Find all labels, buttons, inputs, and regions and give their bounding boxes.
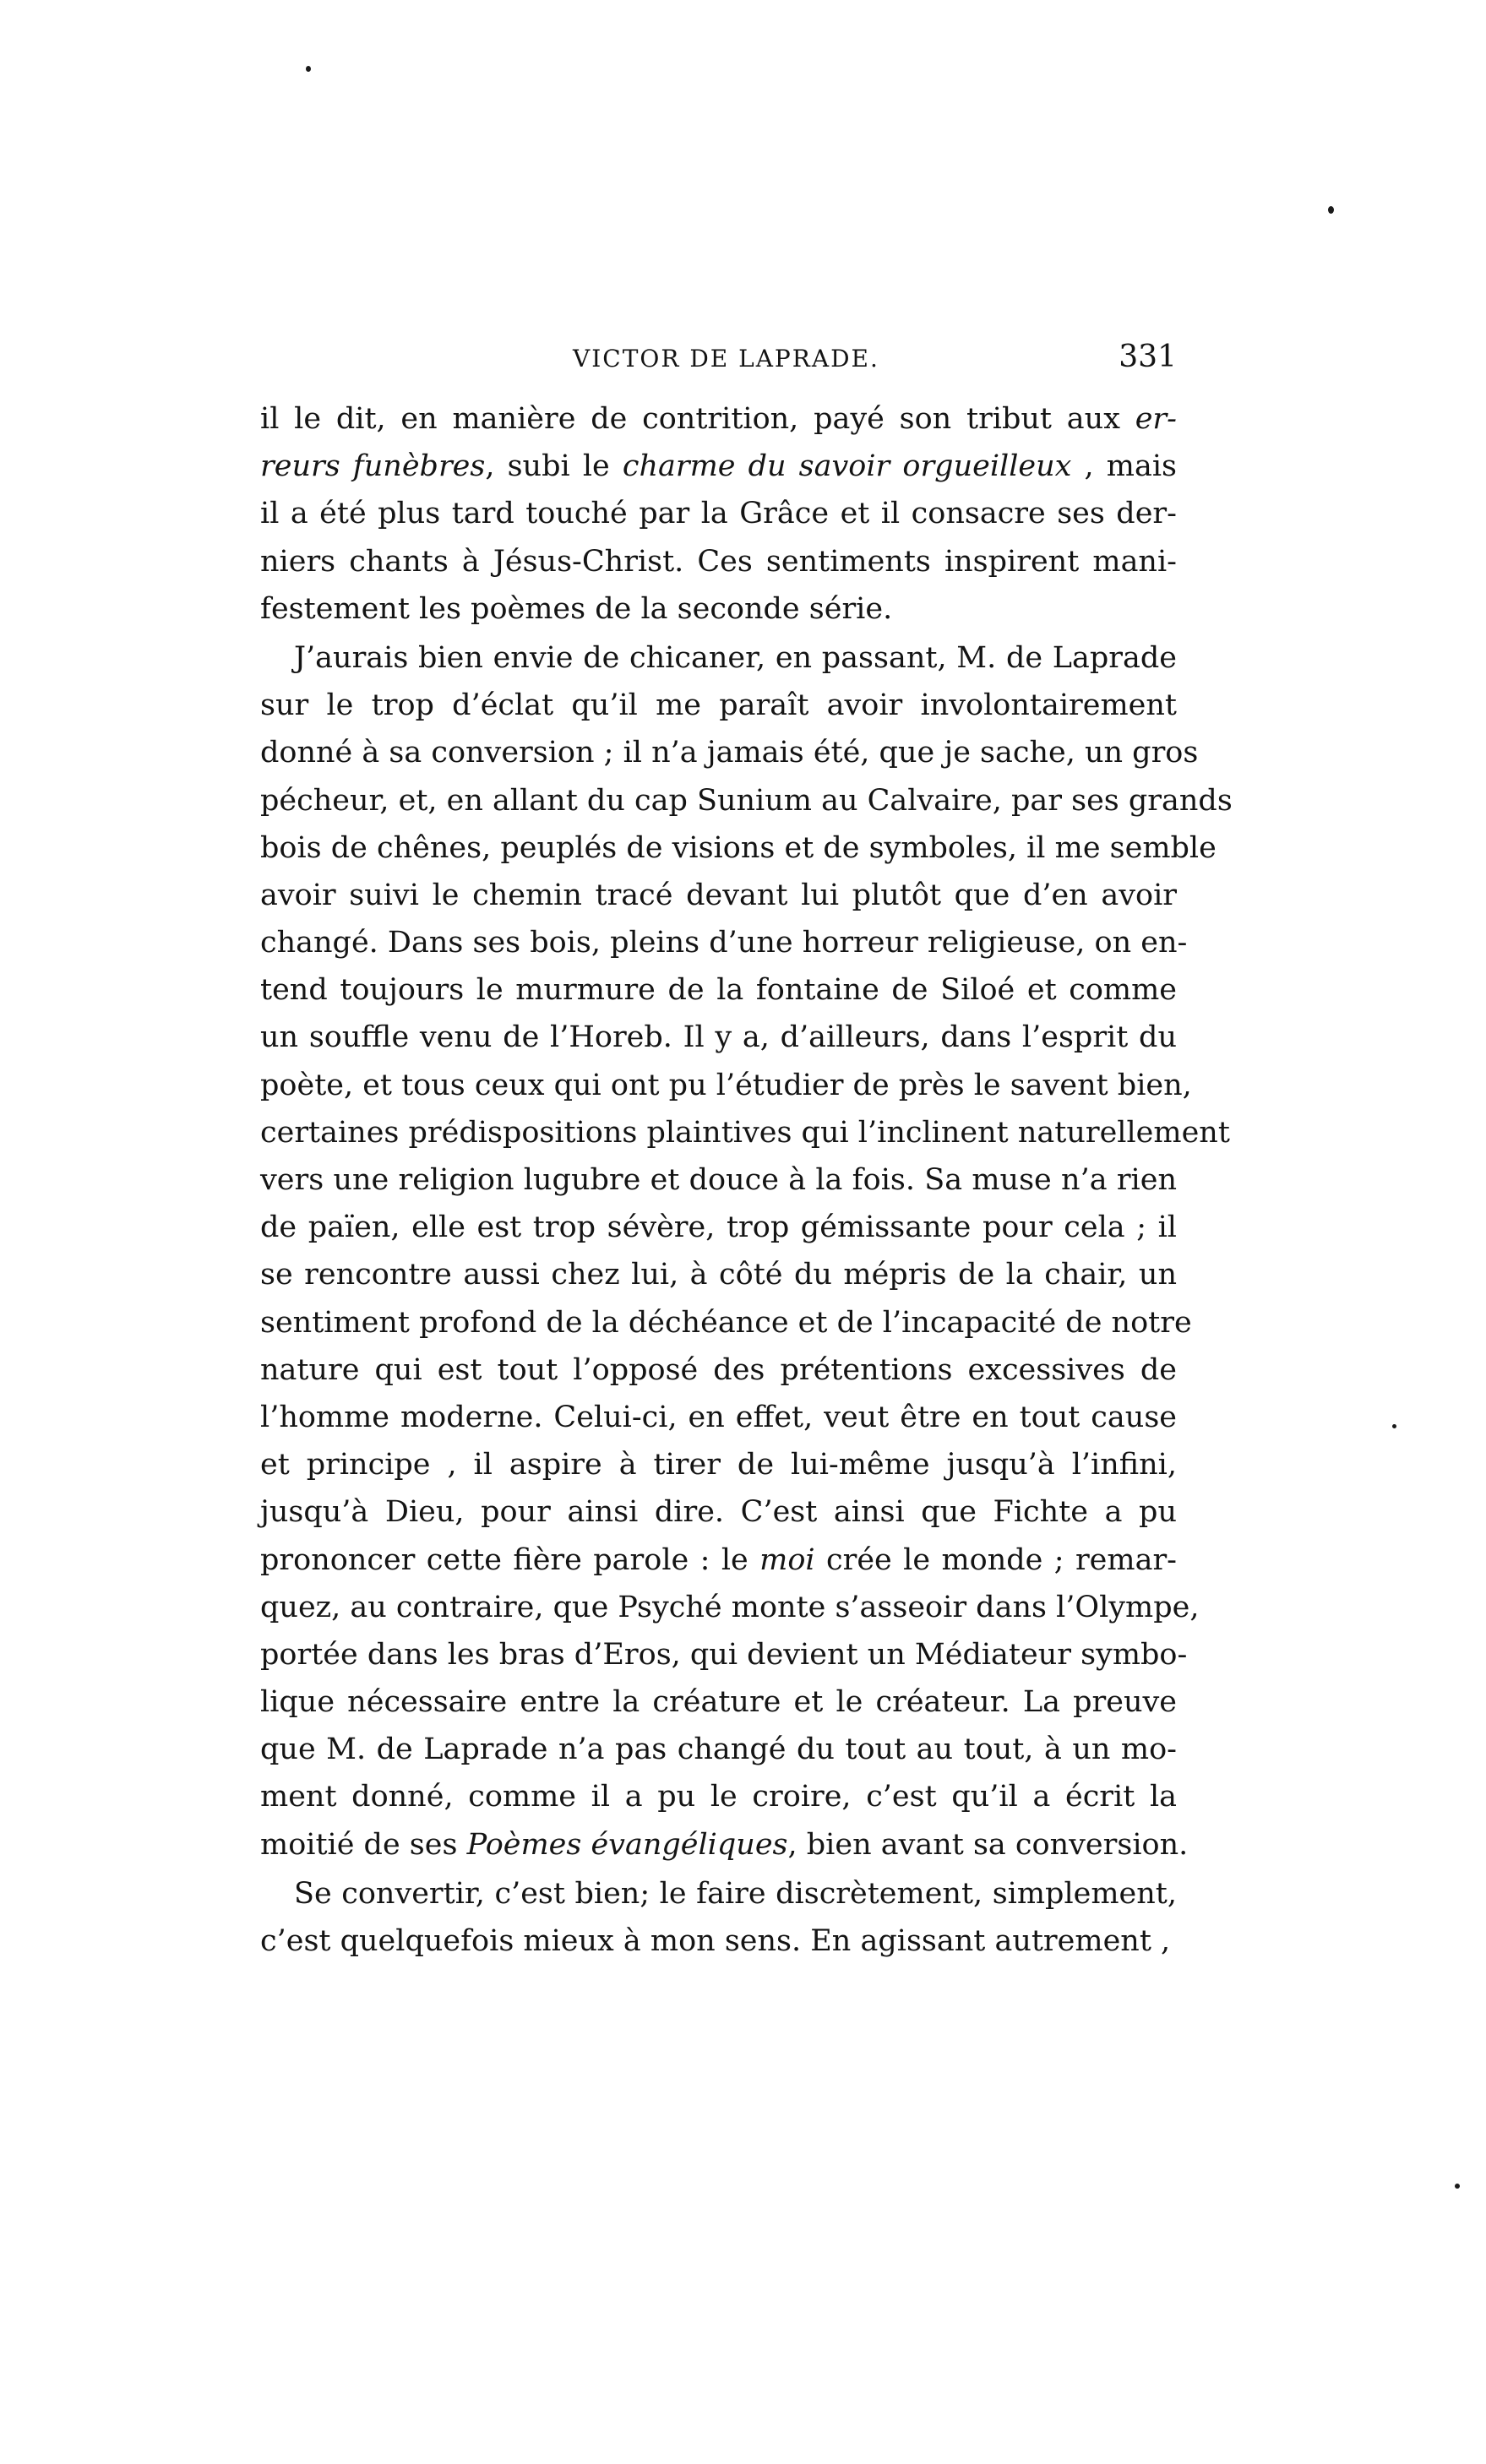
scan-speck — [1455, 2184, 1460, 2189]
text-line: se rencontre aussi chez lui, à côté du mépris de la chair, un — [260, 1258, 1177, 1292]
italic-text: er- — [1135, 402, 1177, 436]
italic-text: reurs funèbres — [260, 449, 486, 484]
text-line: lique nécessaire entre la créature et le créateur. La preuve — [260, 1685, 1177, 1720]
text-line: Se convertir, c’est bien; le faire discrètement, simplement, — [294, 1876, 1177, 1911]
text-line: l’homme moderne. Celui-ci, en effet, veut être en tout cause — [260, 1400, 1177, 1434]
scan-speck — [306, 66, 311, 72]
paragraph — [260, 1870, 1177, 1965]
text-line: prononcer cette fière parole : le moi crée le monde ; remar- — [260, 1542, 1178, 1577]
text-line: reurs funèbres, subi le charme du savoir orgueilleux , mais — [260, 449, 1177, 484]
text-line: moitié de ses Poèmes évangéliques, bien avant sa conversion. — [260, 1827, 1189, 1862]
text-line: sur le trop d’éclat qu’il me paraît avoir involontairement — [260, 688, 1177, 723]
text-line: que M. de Laprade n’a pas changé du tout au tout, à un mo- — [260, 1732, 1177, 1767]
italic-text: charme du savoir orgueilleux — [622, 449, 1072, 484]
running-title: VICTOR DE LAPRADE. — [573, 345, 879, 373]
running-header — [260, 336, 1177, 387]
text-line: changé. Dans ses bois, pleins d’une horreur religieuse, on en- — [260, 926, 1188, 960]
paragraph — [260, 634, 1233, 1868]
text-line: de païen, elle est trop sévère, trop gémissante pour cela ; il — [260, 1210, 1177, 1245]
text-line: bois de chênes, peuplés de visions et de symboles, il me semble — [260, 830, 1217, 865]
text-line: un souffle venu de l’Horeb. Il y a, d’ailleurs, dans l’esprit du — [260, 1020, 1177, 1055]
text-line: et principe , il aspire à tirer de lui-même jusqu’à l’infini, — [260, 1448, 1177, 1482]
italic-text: moi — [759, 1542, 815, 1577]
scan-speck — [1328, 206, 1334, 214]
text-line: festement les poèmes de la seconde série. — [260, 591, 893, 626]
text-line: certaines prédispositions plaintives qui l’inclinent naturellement — [260, 1115, 1230, 1150]
text-line: vers une religion lugubre et douce à la fois. Sa muse n’a rien — [260, 1163, 1177, 1197]
text-line: quez, au contraire, que Psyché monte s’asseoir dans l’Olympe, — [260, 1590, 1200, 1624]
text-line: nature qui est tout l’opposé des prétentions excessives de — [260, 1352, 1177, 1387]
text-line: il a été plus tard touché par la Grâce et il consacre ses der- — [260, 497, 1177, 531]
body-text — [260, 395, 1233, 1965]
text-line: poète, et tous ceux qui ont pu l’étudier de près le savent bien, — [260, 1068, 1192, 1102]
text-line: J’aurais bien envie de chicaner, en passant, M. de Laprade — [294, 640, 1177, 675]
text-line: pécheur, et, en allant du cap Sunium au Calvaire, par ses grands — [260, 783, 1233, 818]
text-line: jusqu’à Dieu, pour ainsi dire. C’est ainsi que Fichte a pu — [260, 1495, 1177, 1530]
text-line: portée dans les bras d’Eros, qui devient un Médiateur symbo- — [260, 1637, 1188, 1672]
paragraph — [260, 395, 1177, 633]
page-number: 331 — [1119, 340, 1177, 374]
text-line: ment donné, comme il a pu le croire, c’est qu’il a écrit la — [260, 1780, 1177, 1814]
text-line: il le dit, en manière de contrition, payé son tribut aux er- — [260, 402, 1177, 436]
italic-text: Poèmes évangéliques — [466, 1827, 788, 1862]
text-line: c’est quelquefois mieux à mon sens. En agissant autrement , — [260, 1924, 1171, 1958]
text-line: sentiment profond de la déchéance et de l’incapacité de notre — [260, 1305, 1192, 1340]
text-line: tend toujours le murmure de la fontaine de Siloé et comme — [260, 973, 1177, 1008]
text-line: donné à sa conversion ; il n’a jamais été, que je sache, un gros — [260, 736, 1199, 770]
text-line: niers chants à Jésus-Christ. Ces sentiments inspirent mani- — [260, 544, 1177, 579]
text-line: avoir suivi le chemin tracé devant lui plutôt que d’en avoir — [260, 878, 1177, 912]
scan-speck — [1392, 1424, 1396, 1428]
